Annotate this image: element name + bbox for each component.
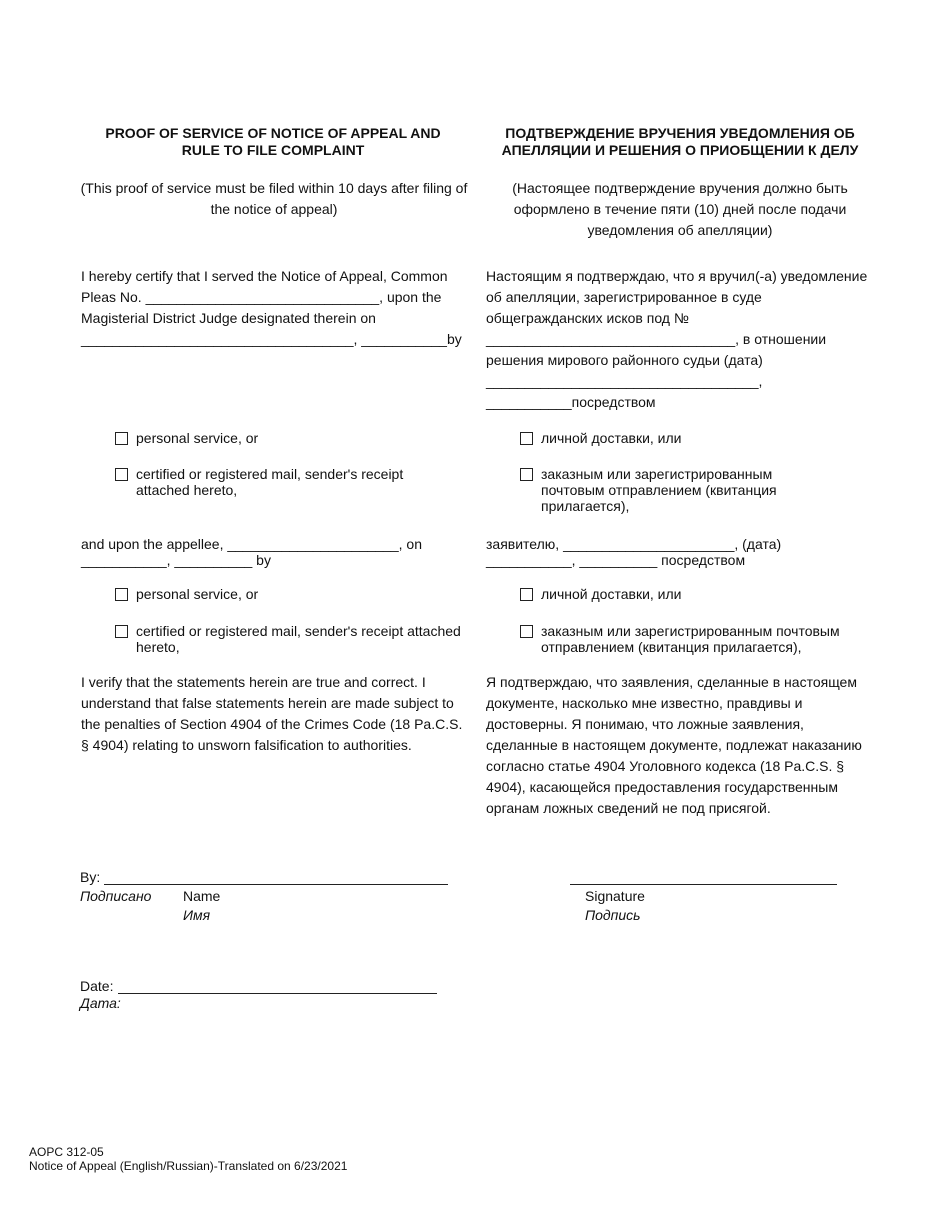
- date-label-russian: Дата:: [80, 995, 121, 1011]
- subtitle-english-line2: the notice of appeal): [210, 201, 338, 217]
- subtitle-russian-line2: оформлено в течение пяти (10) дней после подачи: [513, 201, 847, 217]
- certify-line: ___________________________________,: [486, 373, 763, 389]
- title-english-line1: PROOF OF SERVICE OF NOTICE OF APPEAL AND: [105, 125, 441, 141]
- verify-line: the penalties of Section 4904 of the Crimes Code (18 Pa.C.S.: [81, 716, 463, 732]
- verify-line: достоверны. Я понимаю, что ложные заявления,: [486, 716, 804, 732]
- checkbox[interactable]: [520, 468, 533, 481]
- by-label: By:: [80, 869, 101, 885]
- option-personal-service-1[interactable]: [115, 430, 258, 446]
- option-label-line1: certified or registered mail, sender's receipt: [136, 466, 404, 482]
- certify-line: Настоящим я подтверждаю, что я вручил(-а) уведомление: [486, 268, 868, 284]
- option-label-line1: заказным или зарегистрированным почтовым: [541, 623, 840, 639]
- subtitle-english: [78, 178, 470, 220]
- option-label: [541, 623, 840, 655]
- verify-line: Я подтверждаю, что заявления, сделанные в настоящем: [486, 674, 857, 690]
- verification-english: [81, 672, 476, 756]
- signature-line[interactable]: [570, 884, 837, 885]
- option-certified-mail-1-ru[interactable]: [520, 466, 777, 514]
- option-personal-service-2-ru[interactable]: [520, 586, 681, 602]
- certify-line: Magisterial District Judge designated therein on: [81, 310, 376, 326]
- certify-line: решения мирового районного судьи (дата): [486, 352, 763, 368]
- certify-line: Pleas No. ______________________________, upon the: [81, 289, 442, 305]
- name-signature-line[interactable]: [104, 884, 448, 885]
- option-personal-service-2[interactable]: [115, 586, 258, 602]
- option-label-line1: certified or registered mail, sender's receipt attached: [136, 623, 461, 639]
- verify-line: согласно статье 4904 Уголовного кодекса (18 Pa.C.S. §: [486, 758, 845, 774]
- verify-line: understand that false statements herein are made subject to: [81, 695, 454, 711]
- title-russian: [482, 125, 878, 159]
- certify-line: общегражданских исков под №: [486, 310, 689, 326]
- checkbox[interactable]: [520, 625, 533, 638]
- certify-line: I hereby certify that I served the Notice of Appeal, Common: [81, 268, 448, 284]
- option-label-line2: почтовым отправлением (квитанция: [541, 482, 777, 498]
- option-label-line2: attached hereto,: [136, 482, 238, 498]
- signature-label-russian: Подпись: [585, 907, 641, 923]
- subtitle-english-line1: (This proof of service must be filed within 10 days after filing of: [80, 180, 468, 196]
- appellee-line: заявителю, ______________________, (дата): [486, 536, 782, 552]
- checkbox[interactable]: [115, 588, 128, 601]
- option-label-line2: hereto,: [136, 639, 180, 655]
- option-personal-service-1-ru[interactable]: [520, 430, 681, 446]
- appellee-line: and upon the appellee, ______________________, on: [81, 536, 422, 552]
- by-label-russian: Подписано: [80, 888, 152, 904]
- option-label-line1: заказным или зарегистрированным: [541, 466, 773, 482]
- verify-line: 4904), касающейся предоставления государственным: [486, 779, 838, 795]
- verify-line: сделанные в настоящем документе, подлежат наказанию: [486, 737, 862, 753]
- footer: [29, 1145, 347, 1173]
- certify-line: ___________посредством: [486, 394, 656, 410]
- appellee-russian: [486, 536, 781, 568]
- date-label: Date:: [80, 978, 114, 994]
- option-label-line3: прилагается),: [541, 498, 630, 514]
- subtitle-russian-line3: уведомления об апелляции): [587, 222, 773, 238]
- option-certified-mail-2-ru[interactable]: [520, 623, 840, 655]
- verify-line: документе, насколько мне известно, правдивы и: [486, 695, 803, 711]
- form-code: AOPC 312-05: [29, 1145, 104, 1159]
- option-label: personal service, or: [136, 586, 259, 602]
- title-russian-line2: АПЕЛЛЯЦИИ И РЕШЕНИЯ О ПРИОБЩЕНИИ К ДЕЛУ: [501, 142, 859, 158]
- option-label: [136, 623, 461, 655]
- verify-line: I verify that the statements herein are true and correct. I: [81, 674, 426, 690]
- checkbox[interactable]: [520, 432, 533, 445]
- certification-russian: [486, 266, 886, 413]
- subtitle-russian: [482, 178, 878, 241]
- certify-line: ___________________________________, ___________by: [81, 331, 462, 347]
- certify-line: об апелляции, зарегистрированное в суде: [486, 289, 762, 305]
- appellee-line: ___________, __________ посредством: [486, 552, 746, 568]
- option-certified-mail-1[interactable]: [115, 466, 403, 498]
- certify-line: ________________________________, в отношении: [486, 331, 827, 347]
- verify-line: § 4904) relating to unsworn falsification to authorities.: [81, 737, 412, 753]
- verify-line: органам ложных сведений не под присягой.: [486, 800, 771, 816]
- checkbox[interactable]: [115, 432, 128, 445]
- checkbox[interactable]: [115, 625, 128, 638]
- title-english: [78, 125, 468, 159]
- translation-note: Notice of Appeal (English/Russian)-Translated on 6/23/2021: [29, 1159, 348, 1173]
- option-label-line2: отправлением (квитанция прилагается),: [541, 639, 802, 655]
- certification-english: [81, 266, 471, 350]
- appellee-english: [81, 536, 422, 568]
- title-russian-line1: ПОДТВЕРЖДЕНИЕ ВРУЧЕНИЯ УВЕДОМЛЕНИЯ ОБ: [505, 125, 855, 141]
- checkbox[interactable]: [520, 588, 533, 601]
- option-label: personal service, or: [136, 430, 259, 446]
- name-label-russian: Имя: [183, 907, 211, 923]
- title-english-line2: RULE TO FILE COMPLAINT: [181, 142, 365, 158]
- option-label: личной доставки, или: [541, 586, 682, 602]
- verification-russian: [486, 672, 886, 819]
- signature-label: Signature: [585, 888, 645, 904]
- option-label: [136, 466, 403, 498]
- option-label: [541, 466, 777, 514]
- appellee-line: ___________, __________ by: [81, 552, 271, 568]
- option-certified-mail-2[interactable]: [115, 623, 461, 655]
- checkbox[interactable]: [115, 468, 128, 481]
- option-label: личной доставки, или: [541, 430, 682, 446]
- subtitle-russian-line1: (Настоящее подтверждение вручения должно быть: [512, 180, 848, 196]
- name-label: Name: [183, 888, 221, 904]
- date-line[interactable]: [118, 993, 437, 994]
